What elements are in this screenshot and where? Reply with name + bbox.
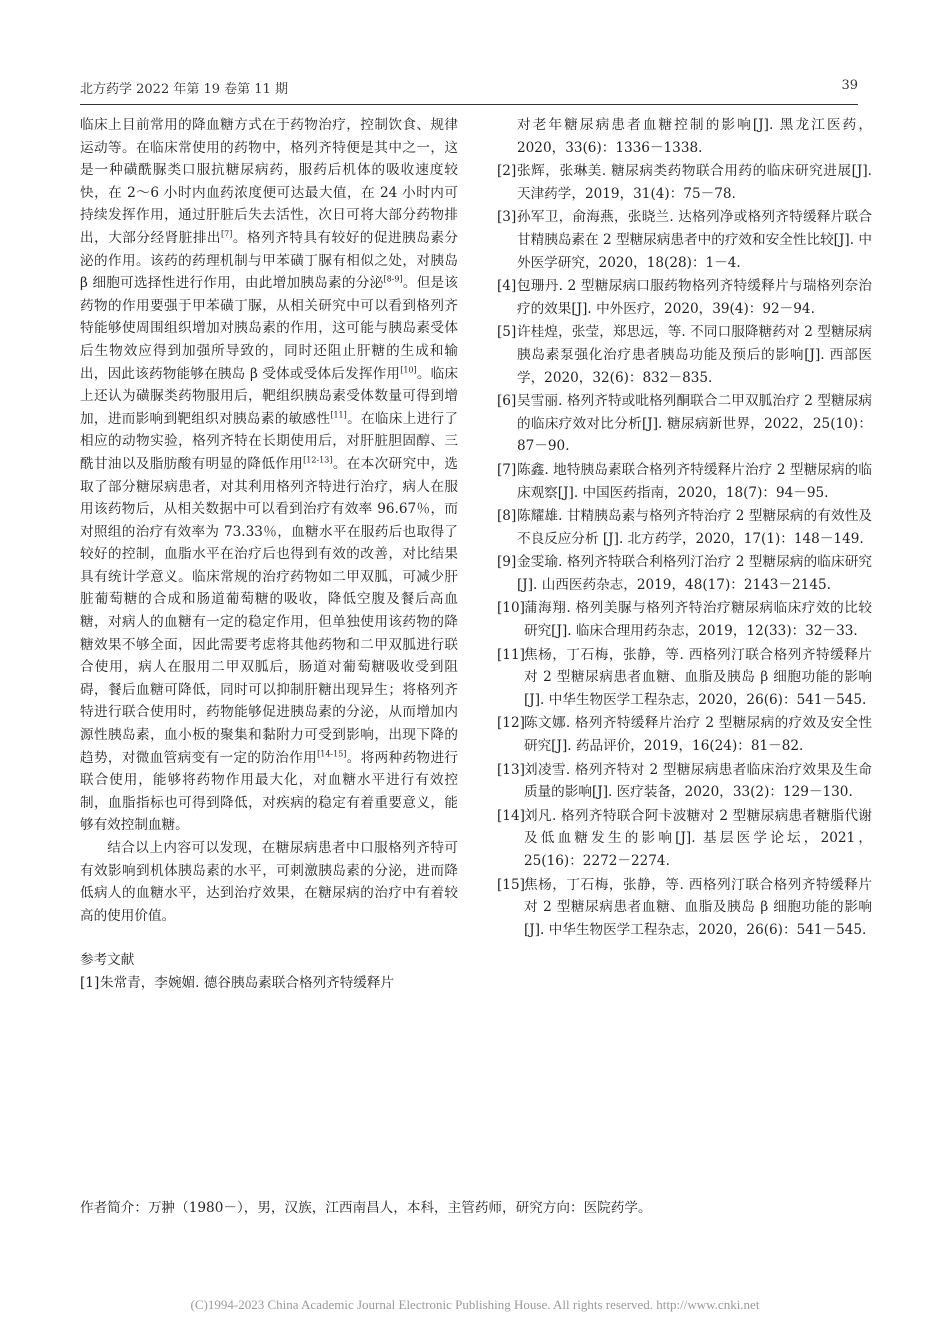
copyright-footer: (C)1994-2023 China Academic Journal Electronic Publishing House. All rights reserved. http://www.cnki.net [190, 1297, 760, 1312]
body-paragraph: 结合以上内容可以发现，在糖尿病患者中口服格列齐特可有效影响到机体胰岛素的水平，可刺激胰岛素的分泌，进而降低病人的血糖水平，达到治疗效果，在糖尿病的治疗中有着较高的使用价值。 [80, 840, 458, 924]
reference-item [497, 712, 872, 757]
text-run: 。将两种药物进行联合使用，能够将药物作用最大化，对血糖水平进行有效控制，血脂指标也可得到降低，对疾病的稳定有着重要意义，能够有效控制血糖。 [80, 749, 459, 834]
page-header [80, 78, 858, 98]
reference-text: 刘凡. 格列齐特联合阿卡波糖对 2 型糖尿病患者糖脂代谢及低血糖发生的影响[J]. 基层医学论坛，2021，25(16)：2272－2274. [524, 807, 872, 869]
citation: [10] [400, 365, 417, 374]
reference-number: [2] [497, 163, 517, 180]
reference-number: [14] [497, 807, 525, 824]
reference-item [497, 759, 872, 804]
text-run: 。格列齐特具有较好的促进胰岛素分泌的作用。该药的药理机制与甲苯磺丁脲有相似之处，对胰岛 β 细胞可选择性进行作用，由此增加胰岛素的分泌 [80, 229, 459, 292]
reference-text: 蒲海翔. 格列美脲与格列齐特治疗糖尿病临床疗效的比较研究[J]. 临床合理用药杂志，2019，12(33)：32－33. [524, 600, 872, 640]
text-run: 。在本次研究中，选取了部分糖尿病患者，对其利用格列齐特进行治疗，病人在服用该药物后，从相关数据中可以看到治疗有效率 96.67％，而对照组的治疗有效率为 73.33％，血糖水平在服药后也取得了较好的控制，血脂水平在治疗后也得到有效的改善，对比结果具有统计学意义。临床常规的治疗药物如二甲双胍，可减少肝脏葡萄糖的合成和肠道葡萄糖的吸收，降低空腹及餐后高血糖，对病人的血糖有一定的稳定作用，但单独使用该药物的降糖效果不够全面，因此需要考虑将其他药物和二甲双胍进行联合使用，病人在服用二甲双胍后，肠道对葡萄糖吸收受到阻碍，餐后血糖可降低，同时可以抑制肝糖出现异生；将格列齐特进行联合使用时，药物能够促进胰岛素的分泌，从而增加内源性胰岛素，血小板的聚集和黏附力可受到影响，出现下降的趋势，对微血管病变有一定的防治作用 [80, 455, 459, 766]
reference-text: 金雯瑜. 格列齐特联合利格列汀治疗 2 型糖尿病的临床研究[J]. 山西医药杂志，2019，48(17)：2143－2145. [517, 554, 872, 593]
author-bio: 作者简介：万翀（1980－），男，汉族，江西南昌人，本科，主管药师，研究方向：医院药学。 [80, 1200, 652, 1216]
reference-number: [15] [497, 876, 525, 893]
reference-text: 张辉，张琳美. 糖尿病类药物联合用药的临床研究进展[J]. 天津药学，2019，31(4)：75－78. [517, 163, 872, 202]
right-column [497, 114, 872, 942]
reference-list [497, 160, 872, 941]
reference-text: 陈鑫. 地特胰岛素联合格列齐特缓释片治疗 2 型糖尿病的临床观察[J]. 中国医药指南，2020，18(7)：94－95. [517, 461, 872, 501]
reference-text: 刘凌雪. 格列齐特对 2 型糖尿病患者临床治疗效果及生命质量的影响[J]. 医疗装备，2020，33(2)：129－130. [524, 761, 872, 801]
reference-item [497, 505, 872, 550]
reference-text: 吴雪丽. 格列齐特或吡格列酮联合二甲双胍治疗 2 型糖尿病的临床疗效对比分析[J]. 糖尿病新世界，2022，25(10)：87－90. [517, 393, 872, 455]
reference-item [497, 597, 872, 642]
reference-text: 对老年糖尿病患者血糖控制的影响[J]. 黑龙江医药，2020，33(6)：1336－1338. [517, 117, 872, 156]
text-run: 临床上目前常用的降血糖方式在于药物治疗，控制饮食、规律运动等。在临床常使用的药物中，格列齐特便是其中之一，这是一种磺酰脲类口服抗糖尿病药，服药后机体的吸收速度较快，在 2～6 小时内血药浓度便可达最大值，在 24 小时内可持续发挥作用，通过肝脏后失去活性，次日可将大部分药物排出，大部分经肾脏排出 [80, 117, 458, 246]
reference-text: 孙军卫，俞海燕，张晓兰. 达格列净或格列齐特缓释片联合甘精胰岛素在 2 型糖尿病患者中的疗效和安全性比较[J]. 中外医学研究，2020，18(28)：1－4. [517, 209, 872, 271]
text-run: 。但是该药物的作用要强于甲苯磺丁脲，从相关研究中可以看到格列齐特能够使周围组织增加对胰岛素的作用，这可能与胰岛素受体后生物效应得到加强所导致的，同时还阻止肝糖的生成和输出，因此该药物能够在胰岛 β 受体或受体后发挥作用 [80, 275, 459, 382]
reference-text: 焦杨，丁石梅，张静，等. 西格列汀联合格列齐特缓释片对 2 型糖尿病患者血糖、血脂及胰岛 β 细胞功能的影响[J]. 中华生物医学工程杂志，2020，26(6)：541－545. [524, 876, 872, 938]
reference-text: 陈文娜. 格列齐特缓释片治疗 2 型糖尿病的疗效及安全性研究[J]. 药品评价，2019，16(24)：81－82. [524, 715, 872, 755]
reference-number: [11] [497, 646, 525, 663]
reference-number: [3] [497, 209, 517, 226]
reference-number: [10] [497, 600, 525, 617]
reference-item [497, 275, 872, 320]
reference-item [80, 972, 458, 995]
citation: [12-13] [303, 455, 333, 465]
reference-number: [6] [497, 393, 517, 410]
page-number: 39 [841, 78, 858, 93]
reference-number: [9] [497, 554, 517, 571]
reference-number: [5] [497, 324, 517, 341]
reference-item [497, 390, 872, 458]
reference-number: [8] [497, 508, 517, 525]
reference-item [497, 551, 872, 596]
reference-number: [12] [497, 715, 525, 732]
citation: [8-9] [383, 274, 403, 284]
reference-number: [4] [497, 278, 517, 295]
reference-number: [7] [497, 461, 517, 478]
reference-text: 许桂煌，张莹，郑思远，等. 不同口服降糖药对 2 型糖尿病胰岛素泵强化治疗患者胰岛功能及预后的影响[J]. 西部医学，2020，32(6)：832－835. [517, 324, 872, 386]
reference-item [497, 206, 872, 274]
text-run: 。在临床上进行了相应的动物实验，格列齐特在长期使用后，对肝脏胆固醇、三酰甘油以及脂肪酸有明显的降低作用 [80, 410, 459, 472]
citation: [7] [221, 229, 233, 239]
reference-item [497, 805, 872, 873]
body-paragraph [80, 114, 458, 837]
reference-text: 包珊丹. 2 型糖尿病口服药物格列齐特缓释片与瑞格列奈治疗的效果[J]. 中外医疗，2020，39(4)：92－94. [517, 278, 872, 317]
reference-number: [13] [497, 761, 525, 778]
reference-item-continued [497, 114, 872, 159]
reference-item [497, 644, 872, 712]
reference-text: 陈耀雄. 甘精胰岛素与格列齐特治疗 2 型糖尿病的有效性及不良反应分析 [J]. 北方药学，2020，17(1)：148－149. [517, 508, 872, 547]
citation: [14-15] [317, 749, 347, 759]
header-rule [80, 104, 858, 105]
reference-item [497, 459, 872, 504]
references-heading: 参考文献 [80, 952, 135, 969]
citation: [11] [330, 410, 347, 420]
reference-text: 朱常青，李婉媚. 德谷胰岛素联合格列齐特缓释片 [100, 974, 395, 991]
reference-text: 焦杨，丁石梅，张静，等. 西格列汀联合格列齐特缓释片对 2 型糖尿病患者血糖、血脂及胰岛 β 细胞功能的影响[J]. 中华生物医学工程杂志，2020，26(6)：541－545. [524, 646, 872, 708]
reference-item [497, 874, 872, 942]
journal-name: 北方药学 2022 年第 19 卷第 11 期 [80, 82, 288, 97]
text-run: 。临床上还认为磺脲类药物服用后，靶组织胰岛素受体数量可得到增加，进而影响到靶组织对胰岛素的敏感性 [80, 365, 459, 427]
reference-number: [1] [80, 974, 100, 991]
reference-item [497, 160, 872, 205]
reference-item [497, 321, 872, 389]
left-column [80, 114, 458, 996]
